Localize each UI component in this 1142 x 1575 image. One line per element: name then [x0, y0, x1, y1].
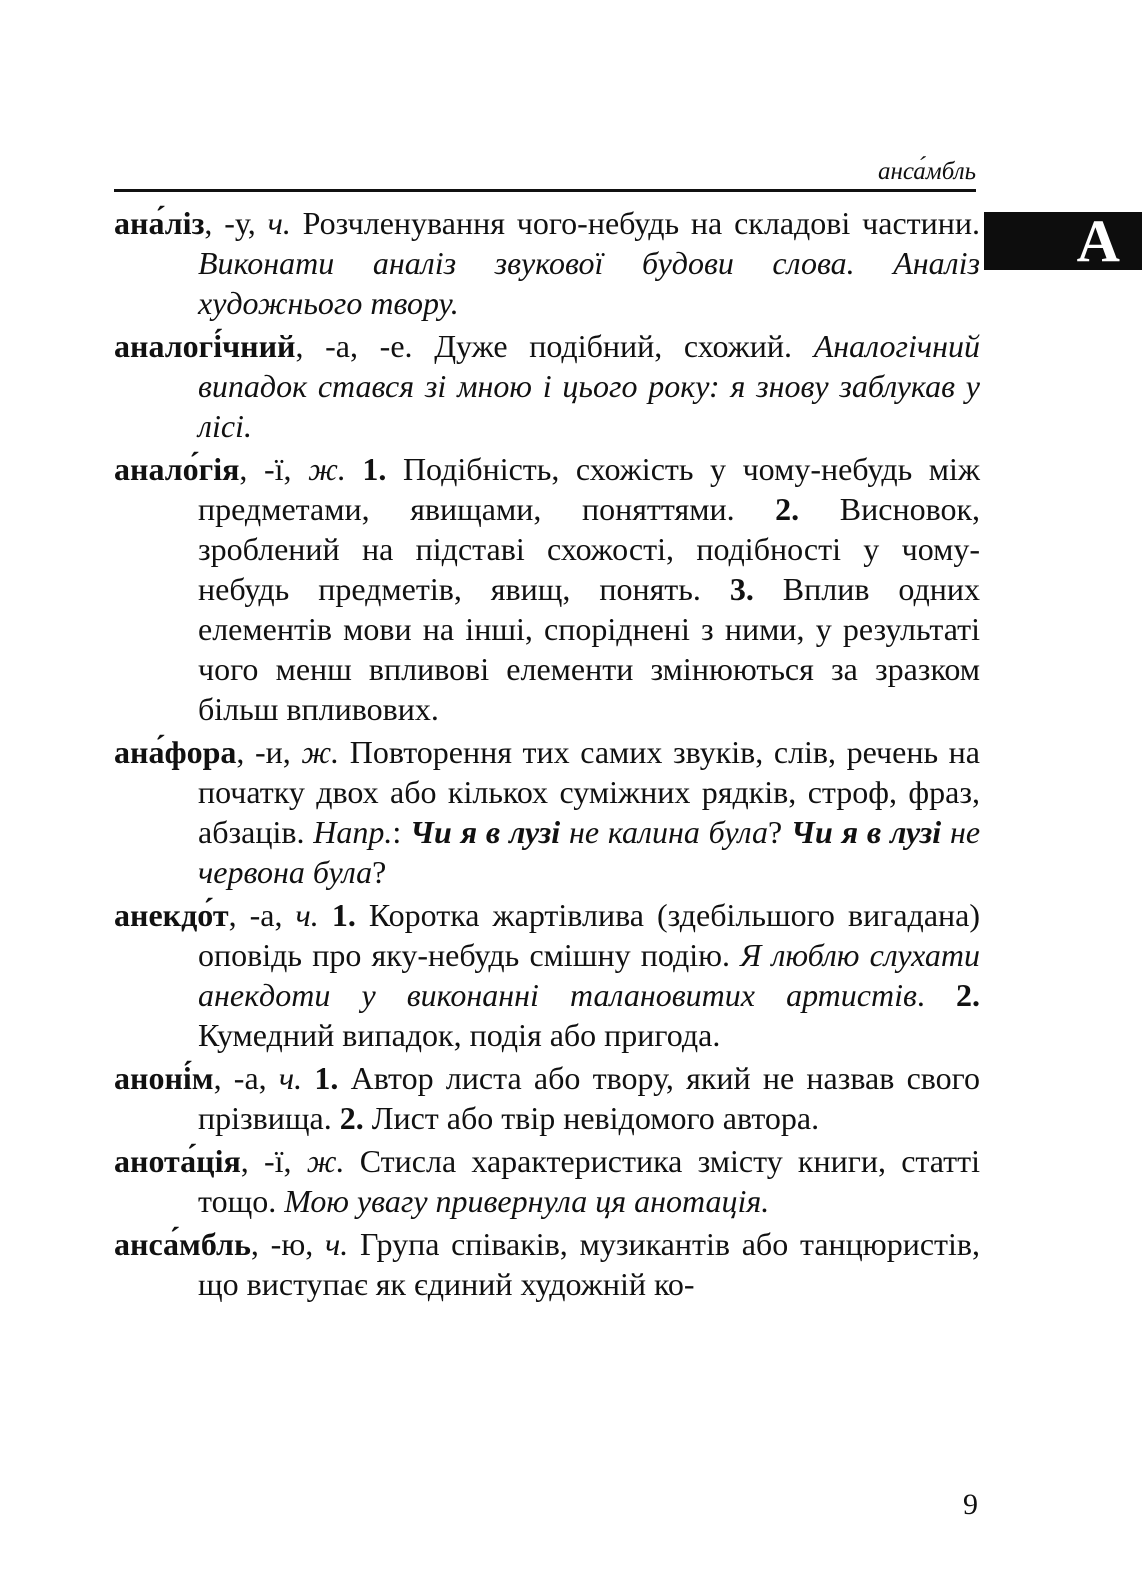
sense-number: 2.: [956, 977, 981, 1013]
gender-label: ж.: [306, 1143, 345, 1179]
grammar-forms: , -ю,: [250, 1226, 325, 1262]
entry-anafora: [114, 732, 980, 892]
sense-number: 1.: [318, 897, 356, 933]
gender-label: ч.: [324, 1226, 349, 1262]
sense-number: 2.: [775, 491, 800, 527]
abbreviation: Напр.: [313, 814, 393, 850]
headword: ана́фора: [114, 734, 237, 770]
headword: аналогі́чний: [114, 328, 296, 364]
grammar-forms: , -у,: [204, 205, 268, 241]
definition: Стисла характеристика змісту книги, статті тощо.: [198, 1143, 981, 1219]
headword: анекдо́т: [114, 897, 229, 933]
headword: ана́ліз: [114, 205, 205, 241]
entry-analiz: [114, 203, 980, 323]
usage-example: Аналогічний випадок стався зі мною і цього року: я знову заблукав у лісі.: [198, 328, 981, 444]
gender-label: ч.: [278, 1060, 303, 1096]
dictionary-entries: [114, 203, 980, 1307]
sense-definition: Вплив одних елементів мови на інші, споріднені з ними, у результаті чого менш впливові елементи змінюються за зразком більш впливових.: [198, 571, 981, 727]
entry-analohichnyi: [114, 326, 980, 446]
definition: Дуже подібний, схожий.: [412, 328, 814, 364]
gender-label: ч.: [295, 897, 319, 933]
headword: анса́мбль: [114, 1226, 251, 1262]
example-emphasis: Чи я в лузі: [791, 814, 942, 850]
grammar-forms: , -а,: [228, 897, 296, 933]
gender-label: ж.: [308, 451, 346, 487]
punctuation: ?: [372, 854, 387, 890]
sense-definition: Висновок, зроблений на підставі схожості, подібності у чому-небудь предметів, явищ, понять.: [198, 491, 981, 607]
gender-label: ч.: [267, 205, 291, 241]
sense-definition: Подібність, схожість у чому-небудь між предметами, явищами, поняттями.: [198, 451, 981, 527]
gender-label: ж.: [301, 734, 340, 770]
headword: анало́гія: [114, 451, 240, 487]
grammar-forms: , -а, -е.: [295, 328, 413, 364]
definition: Повторення тих самих звуків, слів, речень на початку двох або кількох суміжних рядків, строф, фраз, абзаців.: [198, 734, 981, 850]
punctuation: ?: [768, 814, 792, 850]
letter-thumb-tab: [984, 208, 1142, 274]
entry-analohiia: [114, 449, 980, 729]
letter-tab-label: А: [1076, 208, 1120, 274]
punctuation: :: [392, 814, 411, 850]
usage-example: Я люблю слухати анекдоти у виконанні талановитих артистів: [198, 937, 980, 1013]
sense-definition: Лист або твір невідомого автора.: [363, 1100, 820, 1136]
headword: аноні́м: [114, 1060, 214, 1096]
entry-ansambl: [114, 1224, 980, 1304]
sense-number: 1.: [345, 451, 387, 487]
sense-definition: Кумедний випадок, подія або пригода.: [198, 1017, 721, 1053]
example-emphasis: Чи я в лузі: [410, 814, 561, 850]
usage-example: не калина була: [560, 814, 769, 850]
running-head: анса́мбль: [877, 158, 976, 185]
grammar-forms: , -и,: [236, 734, 302, 770]
sense-number: 2.: [339, 1100, 364, 1136]
sense-definition: Коротка жартівлива (здебільшого вигадана) оповідь про яку-небудь смішну подію.: [198, 897, 981, 973]
definition: Розчленування чого-небудь на складові частини.: [290, 205, 981, 241]
usage-example: Виконати аналіз звукової будови слова. Аналіз художнього твору.: [198, 245, 980, 321]
grammar-forms: , -ї,: [239, 451, 309, 487]
entry-anonim: [114, 1058, 980, 1138]
header-rule: [114, 189, 976, 192]
usage-example: Мою увагу привернула ця анотація.: [284, 1183, 770, 1219]
usage-example: не червона була: [198, 814, 981, 890]
definition: Група співаків, музикантів або танцюристів, що виступає як єдиний художній ко-: [198, 1226, 981, 1302]
punctuation: .: [916, 977, 957, 1013]
sense-number: 3.: [729, 571, 754, 607]
headword: анота́ція: [114, 1143, 241, 1179]
sense-definition: Автор листа або твору, який не назвав свого прізвища.: [198, 1060, 981, 1136]
page-number: 9: [963, 1488, 978, 1521]
entry-anotatsiia: [114, 1141, 980, 1221]
entry-anekdot: [114, 895, 980, 1055]
grammar-forms: , -а,: [213, 1060, 279, 1096]
sense-number: 1.: [302, 1060, 339, 1096]
grammar-forms: , -ї,: [240, 1143, 307, 1179]
